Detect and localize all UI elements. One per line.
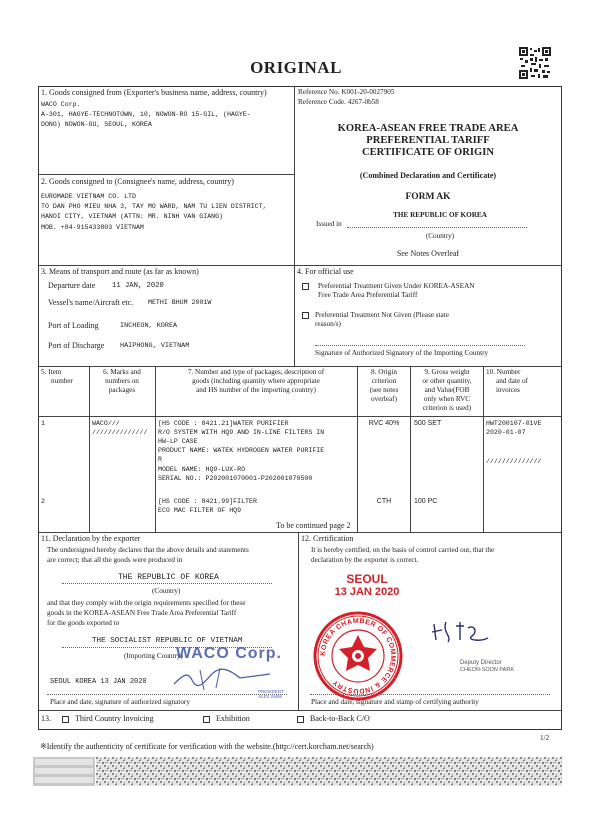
- certification-date-stamp: [327, 573, 407, 599]
- stamp-name: ALEX SHIM: [258, 694, 283, 699]
- box11-label: 11. Declaration by the exporter: [41, 534, 141, 543]
- importer-signature-label: Signature of Authorized Signatory of the Importing Country: [315, 349, 489, 357]
- exhibition-label: Exhibition: [216, 714, 250, 723]
- back-to-back-checkbox[interactable]: [297, 716, 304, 723]
- importer-signature-line: [315, 345, 525, 346]
- declaration-text-3: and that they comply with the origin requirements specified for these: [47, 599, 246, 607]
- item2-number: 2: [41, 498, 45, 505]
- stamp-city: SEOUL: [346, 572, 388, 586]
- exporter-signature: [170, 664, 275, 692]
- departure-label: Departure date: [48, 281, 96, 290]
- col5-header: [41, 368, 73, 386]
- item1-desc-3: HW-LP CASE: [158, 438, 198, 445]
- verification-note: ※Identify the authenticity of certificate for verification with the website.(http://cert.korcham.net/search): [40, 742, 374, 751]
- treatment-not-given-line1: Preferential Treatment Not Given (Please state: [315, 311, 449, 319]
- divider: [38, 710, 562, 711]
- treatment-not-given-line2: reason/s): [315, 320, 341, 328]
- reference-number-value: K001-20-0027905: [341, 88, 395, 96]
- certification-text-2: declaration by the exporter is correct.: [311, 556, 419, 564]
- col6-header-line: packages: [108, 386, 136, 394]
- item1-desc-6: MODEL NAME: HQ9-LUX-RO: [158, 466, 246, 473]
- reference-code-label: Reference Code.: [298, 98, 346, 106]
- producing-country-line: [62, 583, 272, 584]
- col10-header: [486, 368, 528, 395]
- page-number: 1/2: [540, 734, 550, 742]
- reference-code-value: 4267-0b58: [347, 98, 379, 106]
- declaration-text-5: for the goods exported to: [47, 619, 120, 627]
- certifier-signature-line: [310, 694, 550, 695]
- vessel-value: METHI BHUM 2001W: [148, 299, 212, 306]
- item1-marks-2: //////////////: [92, 429, 148, 436]
- stamp-date: 13 JAN 2020: [334, 586, 400, 598]
- item1-invoice-no: HWT200107-01VE: [486, 420, 542, 427]
- producing-country-label: (Country): [152, 587, 181, 595]
- see-notes: See Notes Overleaf: [396, 249, 460, 258]
- vessel-label: Vessel's name/Aircraft etc.: [48, 298, 134, 307]
- issued-in-label: Issued in: [316, 220, 342, 228]
- item1-origin: RVC 40%: [368, 420, 400, 427]
- col8-header: [358, 368, 410, 404]
- col9-header: [411, 368, 483, 413]
- box2-label: 2. Goods consigned to (Consignee's name, address, country): [41, 177, 234, 186]
- exporter-place-date: SEOUL KOREA 13 JAN 2020: [50, 678, 147, 686]
- item2-origin: CTH: [376, 498, 392, 505]
- item1-number: 1: [41, 420, 45, 427]
- consignee-address-1: TO DAN PHO MIEU NHA 3, TAY MO WARD, NAM TU LIEN DISTRICT,: [41, 203, 267, 210]
- col10-header-line: invoices: [496, 386, 520, 394]
- exporter-sign-label: Place and date, signature of authorized signatory: [50, 698, 190, 706]
- exporter-address-1: A-301, HAGYE-TECHNOTOWN, 10, NOWON-RO 15-GIL, (HAGYE-: [41, 111, 251, 118]
- consignee-phone: MOB. +84-915433803 VIETNAM: [41, 224, 144, 231]
- col8-header-line: (see notes: [369, 386, 399, 394]
- departure-value: 11 JAN, 2020: [112, 282, 164, 290]
- item1-marks-1: WACO///: [92, 420, 120, 427]
- back-to-back-label: Back-to-Back C/O: [310, 714, 370, 723]
- col5-header-line: 5. Item: [41, 368, 62, 376]
- exporter-signature-line: [47, 694, 287, 695]
- col8-header-line: criterion: [371, 377, 397, 385]
- box3-label: 3. Means of transport and route (as far as known): [41, 267, 199, 276]
- item1-quantity: 500 SET: [414, 420, 442, 427]
- declaration-text-4: goods in the KOREA-ASEAN Free Trade Area Preferential Tariff: [47, 609, 237, 617]
- col9-header-line: or other quantity,: [422, 377, 472, 385]
- divider: [38, 532, 562, 533]
- document-title: ORIGINAL: [250, 58, 342, 77]
- col6-header-line: numbers on: [105, 377, 139, 385]
- form-name: FORM AK: [405, 192, 451, 202]
- box1-label: 1. Goods consigned from (Exporter's business name, address, country): [41, 88, 267, 97]
- combined-declaration: (Combined Declaration and Certificate): [359, 171, 497, 180]
- divider: [298, 532, 299, 710]
- item1-desc-7: SERIAL NO.: P202001070001-P202001070500: [158, 475, 313, 482]
- box12-label: 12. Certification: [301, 534, 354, 543]
- col8-header-line: overleaf): [371, 395, 397, 403]
- box4-label: 4. For official use: [297, 267, 354, 276]
- reference-number-label: Reference No.: [298, 88, 340, 96]
- third-country-label: Third Country Invoicing: [75, 714, 154, 723]
- issued-dotline: [347, 227, 527, 228]
- col7-header-line: 7. Number and type of packages, description of: [187, 368, 325, 376]
- certificate-title-2: PREFERENTIAL TARIFF: [366, 135, 490, 146]
- certification-text-1: It is hereby certified, on the basis of control carried out, that the: [311, 546, 495, 554]
- certifier-sign-label: Place and date, signature and stamp of certifying authority: [311, 698, 479, 706]
- importing-country-label: (Importing Country): [124, 652, 183, 660]
- exporter-name: WACO Corp.: [41, 101, 81, 108]
- item1-invoice-fill: //////////////: [486, 458, 542, 465]
- chamber-seal: [313, 611, 403, 701]
- item1-desc-1: [HS CODE : 8421.21]WATER PURIFIER: [158, 420, 289, 427]
- treatment-given-checkbox[interactable]: [302, 283, 309, 290]
- col8-header-line: 8. Origin: [371, 368, 397, 376]
- company-stamp: WACO Corp.: [176, 645, 282, 662]
- reference-number: [298, 88, 394, 97]
- exporter-address-2: DONG) NOWON-GU, SEOUL, KOREA: [41, 121, 152, 128]
- issued-country-label: (Country): [425, 232, 455, 240]
- loading-value: INCHEON, KOREA: [120, 322, 178, 330]
- col9-header-line: only when RVC: [423, 395, 471, 403]
- divider: [38, 265, 562, 266]
- item1-desc-4: PRODUCT NAME: WATEK HYDROGEN WATER PURIFIE: [158, 447, 325, 454]
- stamp-title: PRESIDENT: [258, 689, 284, 694]
- qr-code: [519, 47, 551, 79]
- item1-desc-5: R: [158, 456, 162, 463]
- divider: [38, 174, 294, 175]
- box13-label: 13.: [41, 714, 51, 723]
- col7-header-line: and HS number of the importing country): [196, 386, 316, 394]
- director-name: CHEON-SOON PARK: [460, 667, 514, 673]
- col7-header: [156, 368, 356, 395]
- col6-header-line: 6. Marks and: [103, 368, 141, 376]
- treatment-given-line1: Preferential Treatment Given Under KOREA-ASEAN: [318, 282, 475, 290]
- certificate-title-3: CERTIFICATE OF ORIGIN: [361, 147, 495, 158]
- col7-header-line: goods (including quantity where appropriate: [192, 377, 320, 385]
- issued-country: THE REPUBLIC OF KOREA: [393, 211, 487, 219]
- divider: [294, 86, 295, 366]
- certifier-signature: [430, 618, 490, 646]
- exhibition-checkbox[interactable]: [203, 716, 210, 723]
- certificate-title-1: KOREA-ASEAN FREE TRADE AREA: [337, 123, 519, 134]
- item2-desc-1: [HS CODE : 8421.99]FILTER: [158, 498, 257, 505]
- divider: [483, 366, 484, 532]
- security-logo-strip: [33, 757, 95, 786]
- treatment-given-line2: Free Trade Area Preferential Tariff: [318, 291, 418, 299]
- item2-desc-2: ECO MAC FILTER OF HQ9: [158, 507, 242, 514]
- consignee-address-2: HANOI CITY, VIETNAM (ATTN: MR. NINH VAN GIANG): [41, 213, 224, 220]
- security-pattern: [96, 757, 562, 786]
- seal-text: KOREA CHAMBER OF COMMERCE & INDUSTRY: [319, 617, 397, 695]
- col5-header-line: number: [51, 377, 73, 385]
- col9-header-line: 9. Gross weight: [424, 368, 470, 376]
- importing-country: THE SOCIALIST REPUBLIC OF VIETNAM: [92, 637, 243, 645]
- item2-quantity: 100 PC: [414, 498, 438, 505]
- declaration-text-1: The undersigned hereby declares that the above details and statements: [47, 546, 249, 554]
- loading-label: Port of Loading: [48, 321, 99, 330]
- director-title: Deputy Director: [460, 660, 502, 666]
- col9-header-line: and Value(FOB: [424, 386, 470, 394]
- col9-header-line: criterion is used): [422, 404, 472, 412]
- col10-header-line: and date of: [496, 377, 528, 385]
- col10-header-line: 10. Number: [486, 368, 521, 376]
- discharge-label: Port of Discharge: [48, 341, 105, 350]
- consignee-name: EUROMADE VIETNAM CO. LTD: [41, 193, 136, 200]
- reference-code: [298, 98, 379, 107]
- item1-invoice-date: 2020-01-07: [486, 429, 526, 436]
- producing-country: THE REPUBLIC OF KOREA: [118, 573, 219, 582]
- treatment-not-given-checkbox[interactable]: [302, 312, 309, 319]
- col6-header: [90, 368, 154, 395]
- third-country-checkbox[interactable]: [62, 716, 69, 723]
- continued-note: To be continued page 2: [276, 521, 351, 530]
- discharge-value: HAIPHONG, VIETNAM: [120, 342, 190, 350]
- item1-desc-2: R/O SYSTEM WITH HQ9 AND IN-LINE FILTERS IN: [158, 429, 325, 436]
- declaration-text-2: are correct; that all the goods were produced in: [47, 556, 183, 564]
